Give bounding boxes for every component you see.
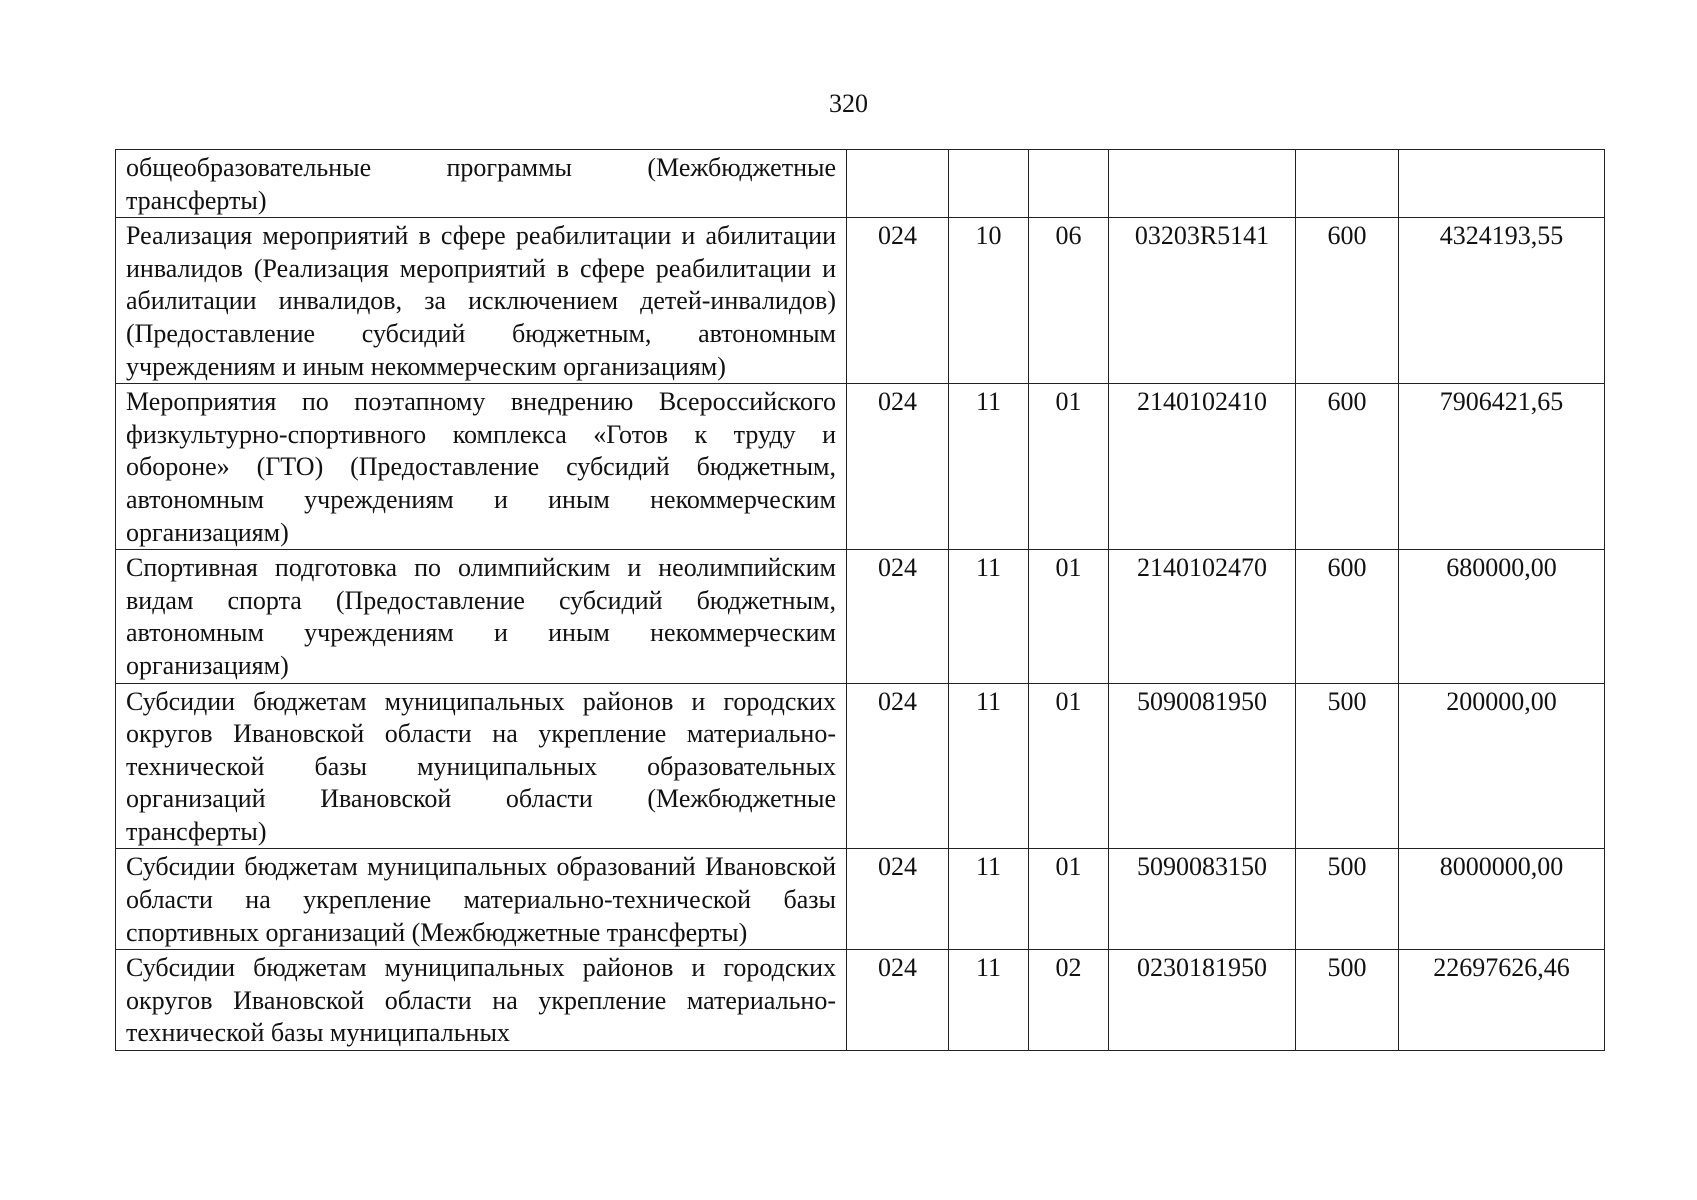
expense-type-code: 600 — [1296, 550, 1399, 683]
table-row — [116, 683, 1605, 849]
row-description: Мероприятия по поэтапному внедрению Всероссийского физкультурно-спортивного комплекса «Готов к труду и обороне» (ГТО) (Предоставление субсидий бюджетным, автономным учреждениям и иным некоммерческим организациям) — [116, 384, 847, 550]
subsection-code: 01 — [1029, 849, 1109, 950]
budget-table-body — [116, 150, 1605, 1051]
row-description: Реализация мероприятий в сфере реабилитации и абилитации инвалидов (Реализация мероприятий в сфере реабилитации и абилитации инвалидов, за исключением детей-инвалидов) (Предоставление субсидий бюджетным, автономным учреждениям и иным некоммерческим организациям) — [116, 218, 847, 384]
ministry-code: 024 — [847, 683, 949, 849]
amount-value: 8000000,00 — [1399, 849, 1605, 950]
section-code: 11 — [949, 950, 1029, 1051]
subsection-code: 01 — [1029, 683, 1109, 849]
target-article-code: 2140102410 — [1109, 384, 1296, 550]
amount-value: 7906421,65 — [1399, 384, 1605, 550]
row-description: Субсидии бюджетам муниципальных образований Ивановской области на укрепление материально-технической базы спортивных организаций (Межбюджетные трансферты) — [116, 849, 847, 950]
amount-value: 680000,00 — [1399, 550, 1605, 683]
ministry-code: 024 — [847, 384, 949, 550]
target-article-code: 03203R5141 — [1109, 218, 1296, 384]
target-article-code: 2140102470 — [1109, 550, 1296, 683]
section-code — [949, 150, 1029, 218]
ministry-code: 024 — [847, 950, 949, 1051]
expense-type-code: 500 — [1296, 849, 1399, 950]
ministry-code: 024 — [847, 550, 949, 683]
ministry-code: 024 — [847, 849, 949, 950]
expense-type-code: 600 — [1296, 384, 1399, 550]
expense-type-code — [1296, 150, 1399, 218]
expense-type-code: 600 — [1296, 218, 1399, 384]
expense-type-code: 500 — [1296, 950, 1399, 1051]
table-row — [116, 550, 1605, 683]
row-description: Субсидии бюджетам муниципальных районов и городских округов Ивановской области на укрепление материально-технической базы муниципальных — [116, 950, 847, 1051]
subsection-code — [1029, 150, 1109, 218]
section-code: 11 — [949, 550, 1029, 683]
subsection-code: 02 — [1029, 950, 1109, 1051]
expense-type-code: 500 — [1296, 683, 1399, 849]
section-code: 11 — [949, 384, 1029, 550]
amount-value: 200000,00 — [1399, 683, 1605, 849]
target-article-code: 0230181950 — [1109, 950, 1296, 1051]
section-code: 11 — [949, 849, 1029, 950]
target-article-code — [1109, 150, 1296, 218]
table-row — [116, 150, 1605, 218]
table-row — [116, 384, 1605, 550]
subsection-code: 01 — [1029, 384, 1109, 550]
amount-value: 4324193,55 — [1399, 218, 1605, 384]
budget-table — [115, 149, 1605, 1051]
section-code: 11 — [949, 683, 1029, 849]
page-number: 320 — [829, 89, 868, 118]
amount-value: 22697626,46 — [1399, 950, 1605, 1051]
row-description: общеобразовательные программы (Межбюджетные трансферты) — [116, 150, 847, 218]
section-code: 10 — [949, 218, 1029, 384]
target-article-code: 5090081950 — [1109, 683, 1296, 849]
table-row — [116, 849, 1605, 950]
ministry-code: 024 — [847, 218, 949, 384]
row-description: Спортивная подготовка по олимпийским и неолимпийским видам спорта (Предоставление субсидий бюджетным, автономным учреждениям и иным некоммерческим организациям) — [116, 550, 847, 683]
table-row — [116, 218, 1605, 384]
table-row — [116, 950, 1605, 1051]
amount-value — [1399, 150, 1605, 218]
subsection-code: 06 — [1029, 218, 1109, 384]
target-article-code: 5090083150 — [1109, 849, 1296, 950]
row-description: Субсидии бюджетам муниципальных районов и городских округов Ивановской области на укрепление материально-технической базы муниципальных образовательных организаций Ивановской области (Межбюджетные трансферты) — [116, 683, 847, 849]
ministry-code — [847, 150, 949, 218]
subsection-code: 01 — [1029, 550, 1109, 683]
